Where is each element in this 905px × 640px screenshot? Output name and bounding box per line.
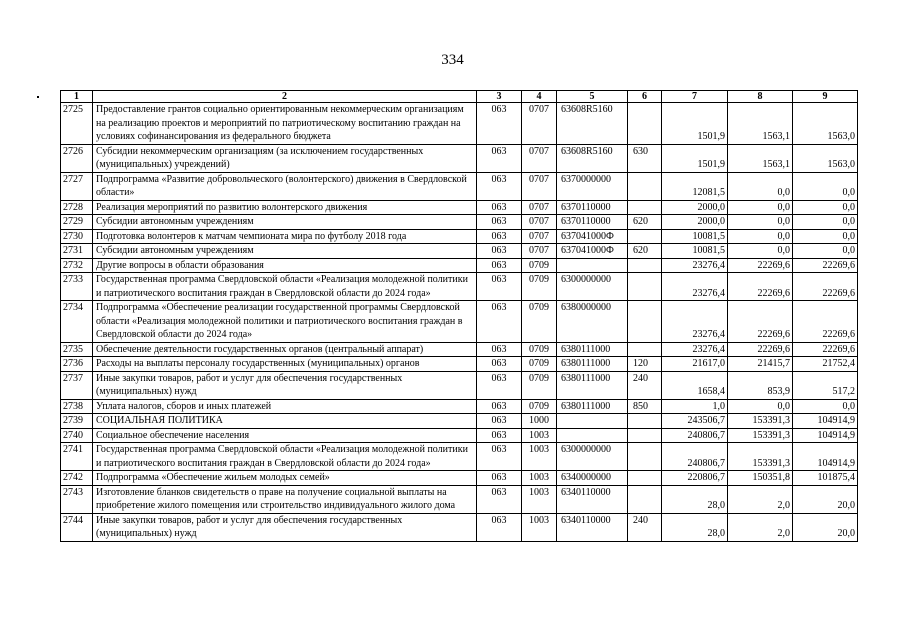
table-row [61, 244, 858, 259]
amount-col-7: 10081,5 [662, 244, 728, 259]
target-article-code: 6370110000 [557, 215, 628, 230]
row-description: СОЦИАЛЬНАЯ ПОЛИТИКА [93, 414, 477, 429]
row-description: Иные закупки товаров, работ и услуг для обеспечения государственных (муниципальных) нужд [93, 371, 477, 399]
ministry-code: 063 [477, 229, 522, 244]
target-article-code: 6370110000 [557, 200, 628, 215]
page-number: 334 [441, 52, 464, 68]
row-description: Подпрограмма «Обеспечение реализации государственной программы Свердловской области «Реализация молодежной политики и патриотического воспитания граждан в Свердловской области до 2024 года» [93, 301, 477, 343]
ministry-code: 063 [477, 471, 522, 486]
row-number: 2744 [61, 513, 93, 541]
target-article-code: 6300000000 [557, 273, 628, 301]
amount-col-8: 0,0 [728, 244, 793, 259]
row-number: 2735 [61, 342, 93, 357]
row-description: Реализация мероприятий по развитию волонтерского движения [93, 200, 477, 215]
ministry-code: 063 [477, 342, 522, 357]
section-code: 0709 [522, 301, 557, 343]
table-row [61, 471, 858, 486]
amount-col-7: 23276,4 [662, 273, 728, 301]
row-number: 2728 [61, 200, 93, 215]
row-number: 2734 [61, 301, 93, 343]
table-row [61, 414, 858, 429]
expense-type-code: 240 [628, 513, 662, 541]
row-number: 2737 [61, 371, 93, 399]
amount-col-9: 517,2 [793, 371, 858, 399]
section-code: 0709 [522, 258, 557, 273]
section-code: 0707 [522, 244, 557, 259]
header-cell: 6 [628, 91, 662, 103]
amount-col-8: 21415,7 [728, 357, 793, 372]
amount-col-8: 153391,3 [728, 428, 793, 443]
expense-type-code: 850 [628, 399, 662, 414]
row-description: Другие вопросы в области образования [93, 258, 477, 273]
target-article-code: 6340000000 [557, 471, 628, 486]
amount-col-9: 0,0 [793, 244, 858, 259]
table-row [61, 103, 858, 145]
amount-col-9: 0,0 [793, 172, 858, 200]
ministry-code: 063 [477, 443, 522, 471]
ministry-code: 063 [477, 301, 522, 343]
ministry-code: 063 [477, 273, 522, 301]
amount-col-8: 0,0 [728, 215, 793, 230]
amount-col-8: 0,0 [728, 399, 793, 414]
amount-col-9: 22269,6 [793, 258, 858, 273]
target-article-code [557, 414, 628, 429]
ministry-code: 063 [477, 428, 522, 443]
expense-type-code [628, 342, 662, 357]
row-number: 2726 [61, 144, 93, 172]
expense-type-code [628, 471, 662, 486]
row-number: 2739 [61, 414, 93, 429]
amount-col-8: 22269,6 [728, 258, 793, 273]
table-row [61, 273, 858, 301]
row-description: Государственная программа Свердловской области «Реализация молодежной политики и патриотического воспитания граждан в Свердловской области до 2024 года» [93, 443, 477, 471]
amount-col-9: 1563,0 [793, 144, 858, 172]
row-description: Субсидии некоммерческим организациям (за исключением государственных (муниципальных) учреждений) [93, 144, 477, 172]
amount-col-7: 23276,4 [662, 342, 728, 357]
amount-col-7: 23276,4 [662, 258, 728, 273]
target-article-code: 637041000Ф [557, 244, 628, 259]
table-row [61, 258, 858, 273]
amount-col-8: 153391,3 [728, 443, 793, 471]
amount-col-7: 23276,4 [662, 301, 728, 343]
amount-col-9: 20,0 [793, 485, 858, 513]
target-article-code: 6300000000 [557, 443, 628, 471]
expense-type-code [628, 428, 662, 443]
table-row [61, 215, 858, 230]
row-description: Подпрограмма «Обеспечение жильем молодых семей» [93, 471, 477, 486]
section-code: 0707 [522, 172, 557, 200]
row-description: Обеспечение деятельности государственных органов (центральный аппарат) [93, 342, 477, 357]
ministry-code: 063 [477, 485, 522, 513]
header-cell: 9 [793, 91, 858, 103]
amount-col-7: 220806,7 [662, 471, 728, 486]
header-cell: 1 [61, 91, 93, 103]
amount-col-8: 0,0 [728, 229, 793, 244]
amount-col-9: 0,0 [793, 200, 858, 215]
section-code: 0707 [522, 103, 557, 145]
amount-col-7: 1658,4 [662, 371, 728, 399]
table-row [61, 513, 858, 541]
table-row [61, 428, 858, 443]
target-article-code: 6380000000 [557, 301, 628, 343]
ministry-code: 063 [477, 258, 522, 273]
table-row [61, 200, 858, 215]
amount-col-8: 22269,6 [728, 273, 793, 301]
amount-col-7: 240806,7 [662, 428, 728, 443]
amount-col-7: 1501,9 [662, 144, 728, 172]
expense-type-code: 240 [628, 371, 662, 399]
table-row [61, 342, 858, 357]
row-description: Социальное обеспечение населения [93, 428, 477, 443]
header-cell: 4 [522, 91, 557, 103]
ministry-code: 063 [477, 215, 522, 230]
table-row [61, 485, 858, 513]
amount-col-7: 1,0 [662, 399, 728, 414]
expense-type-code [628, 200, 662, 215]
section-code: 0707 [522, 229, 557, 244]
ministry-code: 063 [477, 414, 522, 429]
amount-col-8: 1563,1 [728, 144, 793, 172]
row-description: Расходы на выплаты персоналу государственных (муниципальных) органов [93, 357, 477, 372]
target-article-code: 63608R5160 [557, 103, 628, 145]
table-row [61, 144, 858, 172]
amount-col-9: 104914,9 [793, 443, 858, 471]
amount-col-8: 1563,1 [728, 103, 793, 145]
amount-col-8: 0,0 [728, 172, 793, 200]
amount-col-9: 1563,0 [793, 103, 858, 145]
expense-type-code [628, 258, 662, 273]
header-cell: 7 [662, 91, 728, 103]
amount-col-8: 22269,6 [728, 342, 793, 357]
header-cell: 3 [477, 91, 522, 103]
target-article-code: 637041000Ф [557, 229, 628, 244]
row-description: Предоставление грантов социально ориентированным некоммерческим организациям на реализацию проектов и мероприятий по патриотическому воспитанию граждан на условиях софинансирования из федерального бюджета [93, 103, 477, 145]
row-number: 2742 [61, 471, 93, 486]
target-article-code [557, 428, 628, 443]
target-article-code: 6380111000 [557, 342, 628, 357]
row-description: Иные закупки товаров, работ и услуг для обеспечения государственных (муниципальных) нужд [93, 513, 477, 541]
ministry-code: 063 [477, 172, 522, 200]
ministry-code: 063 [477, 399, 522, 414]
amount-col-8: 2,0 [728, 513, 793, 541]
amount-col-9: 104914,9 [793, 428, 858, 443]
expense-type-code [628, 172, 662, 200]
section-code: 0709 [522, 371, 557, 399]
expense-type-code: 620 [628, 215, 662, 230]
amount-col-7: 243506,7 [662, 414, 728, 429]
header-row [61, 91, 858, 103]
amount-col-7: 2000,0 [662, 200, 728, 215]
target-article-code: 6380111000 [557, 357, 628, 372]
row-number: 2727 [61, 172, 93, 200]
expense-type-code [628, 485, 662, 513]
amount-col-7: 1501,9 [662, 103, 728, 145]
row-description: Государственная программа Свердловской области «Реализация молодежной политики и патриотического воспитания граждан в Свердловской области до 2024 года» [93, 273, 477, 301]
row-number: 2740 [61, 428, 93, 443]
ministry-code: 063 [477, 244, 522, 259]
section-code: 0709 [522, 357, 557, 372]
expense-type-code [628, 301, 662, 343]
target-article-code: 63608R5160 [557, 144, 628, 172]
amount-col-9: 22269,6 [793, 342, 858, 357]
amount-col-9: 22269,6 [793, 301, 858, 343]
amount-col-7: 12081,5 [662, 172, 728, 200]
section-code: 1003 [522, 443, 557, 471]
section-code: 0707 [522, 200, 557, 215]
scan-speck [37, 96, 39, 98]
table-row [61, 229, 858, 244]
row-number: 2731 [61, 244, 93, 259]
expense-type-code: 620 [628, 244, 662, 259]
expense-type-code [628, 273, 662, 301]
amount-col-7: 240806,7 [662, 443, 728, 471]
amount-col-9: 101875,4 [793, 471, 858, 486]
amount-col-8: 853,9 [728, 371, 793, 399]
row-number: 2736 [61, 357, 93, 372]
expense-type-code [628, 414, 662, 429]
row-description: Изготовление бланков свидетельств о праве на получение социальной выплаты на приобретение жилого помещения или строительство индивидуального жилого дома [93, 485, 477, 513]
row-number: 2741 [61, 443, 93, 471]
amount-col-9: 0,0 [793, 399, 858, 414]
amount-col-9: 22269,6 [793, 273, 858, 301]
row-description: Субсидии автономным учреждениям [93, 215, 477, 230]
target-article-code: 6380111000 [557, 399, 628, 414]
amount-col-8: 150351,8 [728, 471, 793, 486]
target-article-code [557, 258, 628, 273]
row-number: 2729 [61, 215, 93, 230]
amount-col-9: 104914,9 [793, 414, 858, 429]
ministry-code: 063 [477, 371, 522, 399]
budget-table [60, 90, 858, 542]
expense-type-code [628, 103, 662, 145]
table-row [61, 301, 858, 343]
section-code: 0707 [522, 215, 557, 230]
amount-col-7: 10081,5 [662, 229, 728, 244]
section-code: 0709 [522, 273, 557, 301]
amount-col-7: 28,0 [662, 485, 728, 513]
row-number: 2738 [61, 399, 93, 414]
row-description: Подготовка волонтеров к матчам чемпионата мира по футболу 2018 года [93, 229, 477, 244]
amount-col-7: 28,0 [662, 513, 728, 541]
section-code: 0707 [522, 144, 557, 172]
row-description: Подпрограмма «Развитие добровольческого (волонтерского) движения в Свердловской области» [93, 172, 477, 200]
expense-type-code: 120 [628, 357, 662, 372]
header-cell: 8 [728, 91, 793, 103]
ministry-code: 063 [477, 144, 522, 172]
table-row [61, 443, 858, 471]
target-article-code: 6370000000 [557, 172, 628, 200]
section-code: 1003 [522, 485, 557, 513]
amount-col-8: 153391,3 [728, 414, 793, 429]
target-article-code: 6340110000 [557, 485, 628, 513]
amount-col-8: 22269,6 [728, 301, 793, 343]
target-article-code: 6340110000 [557, 513, 628, 541]
row-number: 2733 [61, 273, 93, 301]
amount-col-9: 21752,4 [793, 357, 858, 372]
amount-col-9: 0,0 [793, 215, 858, 230]
row-number: 2743 [61, 485, 93, 513]
ministry-code: 063 [477, 200, 522, 215]
table-row [61, 399, 858, 414]
section-code: 1003 [522, 513, 557, 541]
row-number: 2732 [61, 258, 93, 273]
table-row [61, 172, 858, 200]
section-code: 1000 [522, 414, 557, 429]
ministry-code: 063 [477, 357, 522, 372]
ministry-code: 063 [477, 513, 522, 541]
section-code: 0709 [522, 399, 557, 414]
row-description: Субсидии автономным учреждениям [93, 244, 477, 259]
expense-type-code [628, 443, 662, 471]
section-code: 1003 [522, 471, 557, 486]
row-number: 2725 [61, 103, 93, 145]
target-article-code: 6380111000 [557, 371, 628, 399]
section-code: 0709 [522, 342, 557, 357]
amount-col-7: 21617,0 [662, 357, 728, 372]
row-number: 2730 [61, 229, 93, 244]
expense-type-code: 630 [628, 144, 662, 172]
amount-col-9: 0,0 [793, 229, 858, 244]
amount-col-9: 20,0 [793, 513, 858, 541]
table-row [61, 357, 858, 372]
row-description: Уплата налогов, сборов и иных платежей [93, 399, 477, 414]
section-code: 1003 [522, 428, 557, 443]
amount-col-8: 0,0 [728, 200, 793, 215]
header-cell: 2 [93, 91, 477, 103]
amount-col-7: 2000,0 [662, 215, 728, 230]
expense-type-code [628, 229, 662, 244]
amount-col-8: 2,0 [728, 485, 793, 513]
header-cell: 5 [557, 91, 628, 103]
table-row [61, 371, 858, 399]
ministry-code: 063 [477, 103, 522, 145]
